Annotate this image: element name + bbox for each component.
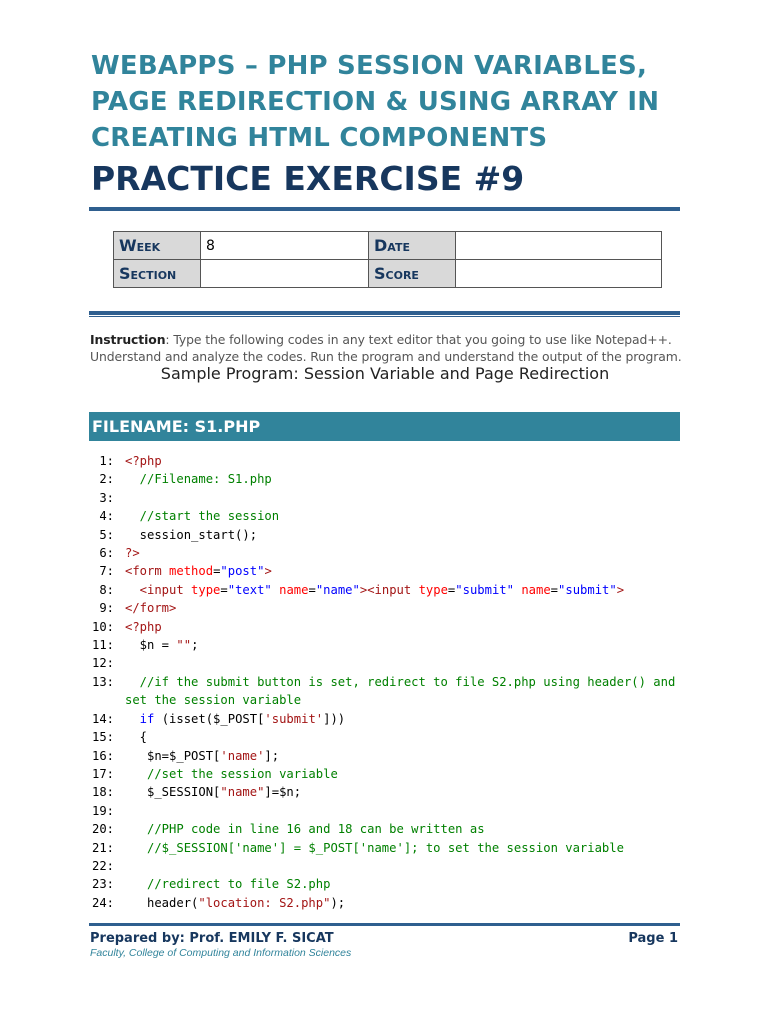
code-text	[125, 728, 147, 746]
code-token: >	[264, 564, 272, 579]
code-text	[125, 783, 301, 801]
line-number: 21:	[91, 840, 114, 855]
code-text	[125, 599, 176, 617]
code-text	[125, 875, 330, 893]
code-token: type	[191, 582, 221, 597]
code-line	[90, 857, 690, 875]
faculty-line: Faculty, College of Computing and Information Sciences	[90, 947, 352, 959]
instruction-paragraph	[90, 331, 682, 365]
code-token: {	[125, 730, 148, 745]
code-token: ><input	[359, 582, 419, 597]
code-token: $_SESSION[	[125, 785, 221, 800]
line-number: 23:	[91, 877, 114, 892]
code-text	[125, 691, 301, 709]
line-number: 3:	[99, 490, 114, 505]
instruction-label: Instruction	[90, 332, 166, 347]
section-value	[201, 260, 369, 288]
code-token: <?php	[125, 454, 162, 468]
code-line	[90, 544, 690, 562]
line-number: 18:	[91, 785, 114, 800]
line-number: 22:	[91, 858, 114, 873]
code-text	[125, 673, 675, 691]
line-number: 8:	[99, 582, 114, 597]
code-line	[90, 452, 690, 470]
filename-label: FILENAME: S1.PHP	[92, 417, 261, 436]
filename-bar	[89, 412, 680, 441]
date-label: Date	[369, 232, 456, 260]
code-text	[125, 839, 624, 857]
exercise-title: PRACTICE EXERCISE #9	[91, 159, 525, 198]
line-number: 6:	[99, 546, 114, 561]
code-token: 'submit'	[264, 711, 324, 726]
code-text	[125, 581, 624, 599]
code-token: "name"	[220, 785, 265, 800]
code-token: <?php	[125, 619, 162, 634]
code-token: =	[213, 564, 221, 579]
code-token: (isset($_POST[	[154, 711, 265, 726]
code-line	[90, 562, 690, 580]
document-title	[91, 48, 691, 200]
top-divider	[89, 207, 680, 211]
code-line	[90, 802, 690, 820]
score-value	[456, 260, 662, 288]
code-token: ?>	[125, 546, 140, 561]
code-token: =	[447, 582, 456, 597]
line-number: 10:	[91, 619, 114, 634]
code-token: "submit"	[558, 582, 617, 597]
line-number: 20:	[91, 822, 114, 837]
section-label: Section	[114, 260, 201, 288]
score-label: Score	[369, 260, 456, 288]
code-token: set the session variable	[125, 693, 302, 708]
code-text	[125, 507, 279, 525]
code-token: >	[616, 582, 625, 597]
line-number: 14:	[91, 711, 114, 726]
code-token: name	[279, 582, 309, 597]
code-listing	[90, 452, 690, 912]
code-line	[90, 691, 690, 709]
code-token: <form	[125, 564, 170, 579]
code-text	[125, 765, 338, 783]
instruction-text: : Type the following codes in any text editor that you going to use like Notepad++. Understand and analyze the codes. Run the program and understand the output of the program.	[90, 332, 682, 364]
code-token: type	[418, 582, 448, 597]
code-token: </form>	[125, 601, 177, 616]
title-line-3: CREATING HTML COMPONENTS	[91, 123, 548, 153]
code-line	[90, 489, 690, 507]
code-token: name	[521, 582, 551, 597]
code-token: ""	[176, 638, 192, 653]
line-number: 19:	[91, 803, 114, 818]
code-token: "location: S2.php"	[198, 895, 331, 910]
code-line	[90, 654, 690, 672]
week-label: Week	[114, 232, 201, 260]
middle-divider-thin	[89, 316, 680, 317]
code-text	[125, 710, 345, 728]
info-row-section	[114, 260, 662, 288]
code-token: header(	[125, 895, 199, 910]
code-line	[90, 618, 690, 636]
code-token: =	[220, 582, 228, 597]
code-text	[125, 526, 257, 544]
code-line	[90, 728, 690, 746]
code-line	[90, 599, 690, 617]
line-number: 5:	[99, 527, 114, 542]
code-token: "name"	[315, 582, 360, 597]
date-value	[456, 232, 662, 260]
page-number: Page 1	[628, 931, 678, 946]
code-text	[125, 544, 140, 562]
code-token: ]=$n;	[264, 785, 302, 800]
code-token: //set the session variable	[125, 766, 338, 781]
code-text	[125, 470, 272, 488]
line-number: 11:	[91, 638, 114, 653]
code-token: if	[125, 711, 155, 726]
footer-divider	[89, 923, 680, 926]
code-token: 'name'	[220, 748, 265, 763]
code-token: //$_SESSION['name'] = $_POST['name']; to set the session variable	[125, 840, 624, 855]
code-token: //PHP code in line 16 and 18 can be written as	[125, 822, 485, 837]
code-token: );	[330, 895, 346, 910]
code-text	[125, 820, 485, 838]
title-line-2: PAGE REDIRECTION & USING ARRAY IN	[91, 87, 660, 117]
code-line	[90, 636, 690, 654]
code-token: method	[169, 564, 214, 579]
line-number: 15:	[91, 730, 114, 745]
code-line	[90, 470, 690, 488]
line-number: 24:	[91, 895, 114, 910]
code-line	[90, 507, 690, 525]
code-line	[90, 765, 690, 783]
line-number: 17:	[91, 766, 114, 781]
sample-program-title: Sample Program: Session Variable and Page Redirection	[160, 364, 610, 383]
line-number: 4:	[99, 509, 114, 524]
title-line-1: WEBAPPS – PHP SESSION VARIABLES,	[91, 51, 648, 81]
code-token: "post"	[220, 564, 265, 579]
code-line	[90, 894, 690, 912]
line-number: 13:	[91, 674, 114, 689]
info-row-week	[114, 232, 662, 260]
code-token: =	[550, 582, 559, 597]
line-number: 2:	[99, 472, 114, 487]
code-token: "submit"	[455, 582, 514, 597]
code-token: //start the session	[125, 509, 280, 524]
code-token: $n =	[125, 638, 177, 653]
info-table	[113, 231, 662, 288]
code-token: //Filename: S1.php	[125, 472, 272, 487]
code-text	[125, 894, 345, 912]
code-line	[90, 710, 690, 728]
code-line	[90, 839, 690, 857]
prepared-by: Prepared by: Prof. EMILY F. SICAT	[90, 931, 334, 946]
code-line	[90, 783, 690, 801]
code-token: ]))	[323, 711, 346, 726]
line-number: 12:	[91, 656, 114, 671]
code-token: ];	[264, 748, 280, 763]
line-number: 9:	[99, 601, 114, 616]
code-token: //redirect to file S2.php	[125, 877, 331, 892]
code-text	[125, 747, 279, 765]
code-token: //if the submit button is set, redirect to file S2.php using header() and	[125, 674, 676, 689]
code-line	[90, 747, 690, 765]
code-line	[90, 875, 690, 893]
code-token: "text"	[227, 582, 272, 597]
line-number: 1:	[99, 454, 114, 468]
code-line	[90, 581, 690, 599]
code-line	[90, 526, 690, 544]
middle-divider	[89, 311, 680, 315]
code-line	[90, 673, 690, 691]
code-token: <input	[125, 582, 192, 597]
code-text	[125, 452, 162, 470]
code-text	[125, 562, 272, 580]
line-number: 16:	[91, 748, 114, 763]
code-token: $n=$_POST[	[125, 748, 221, 763]
code-text	[125, 636, 198, 654]
code-text	[125, 618, 162, 636]
code-line	[90, 820, 690, 838]
week-value: 8	[201, 232, 369, 260]
code-token: ;	[191, 638, 199, 653]
line-number: 7:	[99, 564, 114, 579]
code-token: =	[308, 582, 316, 597]
code-token: session_start();	[125, 527, 258, 542]
